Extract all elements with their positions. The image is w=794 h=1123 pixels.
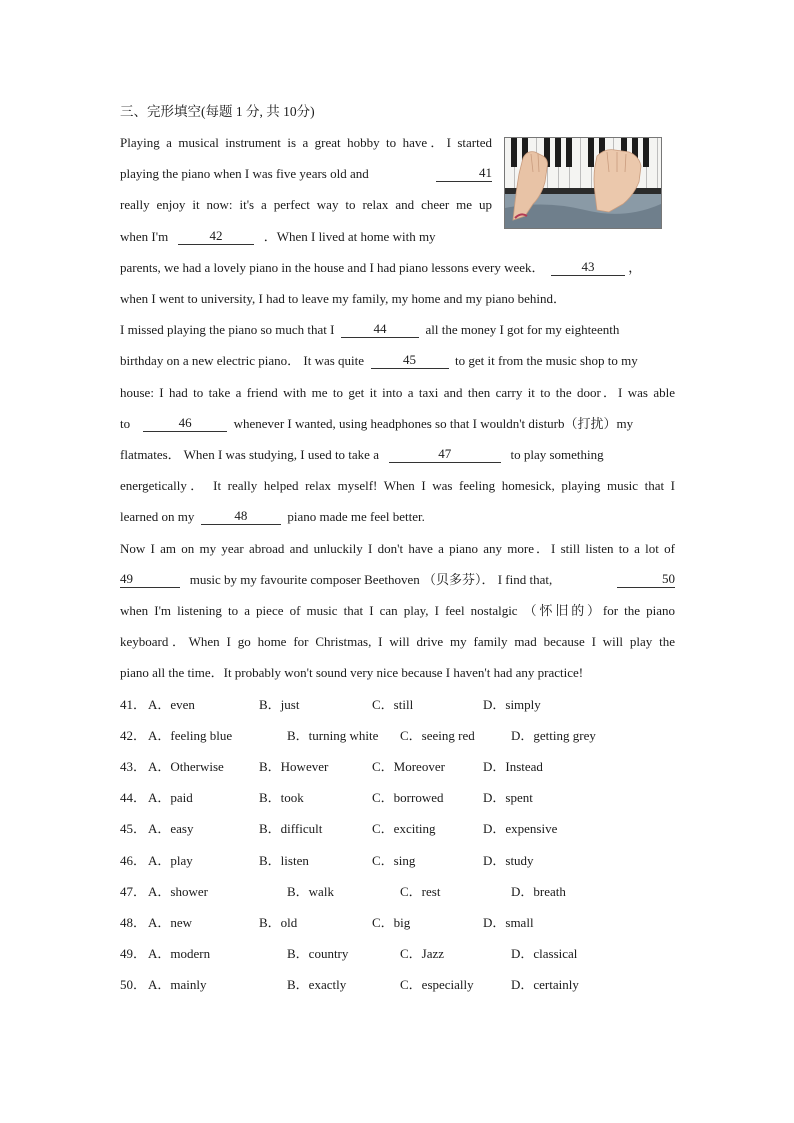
option-d[interactable]: D．small [483,915,534,930]
question-43 [120,757,675,777]
question-50 [120,975,675,995]
option-a[interactable]: A．new [148,915,193,930]
option-a[interactable]: A．even [148,697,195,712]
passage-text: to [120,416,131,431]
question-45 [120,819,675,839]
question-48 [120,913,675,933]
piano-image [505,138,661,228]
option-a[interactable]: A．mainly [148,977,207,992]
passage-line: piano all the time．It probably won't sound very nice because I haven't had any practice! [120,665,584,680]
option-a[interactable]: A．shower [148,884,208,899]
option-b[interactable]: B．took [259,790,304,805]
passage-text: learned on my [120,509,195,524]
blank-45: 45 [371,352,449,369]
option-a[interactable]: A．Otherwise [148,759,224,774]
passage-text: I missed playing the piano so much that I [120,322,335,337]
passage-line [120,258,675,278]
option-a[interactable]: A．paid [148,790,193,805]
option-d[interactable]: D．breath [511,884,566,899]
passage-line: Now I am on my year abroad and unluckily I don't have a piano any more．I still listen to a lot of [120,541,675,556]
option-a[interactable]: A．feeling blue [148,728,233,743]
question-number: 47． [120,884,147,899]
option-a[interactable]: A．play [148,853,193,868]
question-41 [120,695,675,715]
option-b[interactable]: B．listen [259,853,309,868]
passage-text: ， [628,260,642,275]
question-46 [120,851,675,871]
blank-43: 43 [551,259,625,276]
option-d[interactable]: D．simply [483,697,541,712]
option-b[interactable]: B．However [259,759,329,774]
option-c[interactable]: C．especially [400,977,474,992]
option-c[interactable]: C．Jazz [400,946,445,961]
option-b[interactable]: B．old [259,915,298,930]
passage-line [120,445,675,465]
question-number: 44． [120,790,147,805]
option-b[interactable]: B．difficult [259,821,323,836]
passage-text: to play something [510,447,604,462]
option-c[interactable]: C．rest [400,884,441,899]
option-d[interactable]: D．study [483,853,534,868]
passage-line [120,320,675,340]
blank-47: 47 [389,446,501,463]
option-c[interactable]: C．Moreover [372,759,445,774]
option-b[interactable]: B．country [287,946,349,961]
passage-line: when I went to university, I had to leave my family, my home and my piano behind． [120,291,566,306]
passage-text: birthday on a new electric piano． It was quite [120,353,365,368]
question-number: 46． [120,853,147,868]
passage-text: playing the piano when I was five years old and [120,166,369,181]
blank-44: 44 [341,321,419,338]
passage-line: really enjoy it now: it's a perfect way to relax and cheer me up [120,197,492,212]
passage-text: music by my favourite composer Beethoven （贝多芬）． I find that, [189,572,553,587]
option-d[interactable]: D．certainly [511,977,579,992]
passage-line [120,570,675,590]
question-number: 42． [120,728,147,743]
passage-text: to get it from the music shop to my [455,353,638,368]
question-number: 41． [120,697,147,712]
option-b[interactable]: B．just [259,697,300,712]
passage-line [120,227,492,247]
passage-text: flatmates． When I was studying, I used to take a [120,447,379,462]
option-b[interactable]: B．walk [287,884,334,899]
question-number: 50． [120,977,147,992]
option-c[interactable]: C．borrowed [372,790,444,805]
blank-48: 48 [201,508,281,525]
option-c[interactable]: C．seeing red [400,728,475,743]
option-c[interactable]: C．exciting [372,821,436,836]
option-d[interactable]: D．Instead [483,759,543,774]
passage-line [120,507,675,527]
passage-text: when I'm [120,229,169,244]
question-42 [120,726,675,746]
passage-text: ．When I lived at home with my [263,229,436,244]
question-number: 48． [120,915,147,930]
passage-line: house: I had to take a friend with me to get it into a taxi and then carry it to the door．I was able [120,385,675,400]
blank-46: 46 [143,415,227,432]
option-a[interactable]: A．easy [148,821,194,836]
question-number: 43． [120,759,147,774]
question-44 [120,788,675,808]
question-47 [120,882,675,902]
question-number: 49． [120,946,147,961]
section-title: 三、完形填空(每题 1 分, 共 10分) [120,104,315,119]
passage-text: piano made me feel better. [287,509,425,524]
option-d[interactable]: D．classical [511,946,578,961]
option-c[interactable]: C．big [372,915,411,930]
passage-text: whenever I wanted, using headphones so that I wouldn't disturb（打扰）my [233,416,634,431]
passage-line: Playing a musical instrument is a great hobby to have．I started [120,135,492,150]
passage-line: when I'm listening to a piece of music that I can play, I feel nostalgic （怀旧的）for the piano [120,603,675,618]
blank-49: 49 [120,571,180,588]
passage-line: energetically． It really helped relax myself! When I was feeling homesick, playing music that I [120,478,675,493]
option-d[interactable]: D．spent [483,790,533,805]
option-c[interactable]: C．sing [372,853,416,868]
piano-photo [504,137,662,229]
option-c[interactable]: C．still [372,697,414,712]
question-number: 45． [120,821,147,836]
blank-50: 50 [617,571,675,588]
passage-line [120,351,675,371]
option-a[interactable]: A．modern [148,946,211,961]
passage-line [120,414,675,434]
blank-42: 42 [178,228,254,245]
blank-41: 41 [436,165,492,182]
option-b[interactable]: B．exactly [287,977,347,992]
passage-line: keyboard．When I go home for Christmas, I will drive my family mad because I will play the [120,634,675,649]
option-d[interactable]: D．getting grey [511,728,596,743]
option-b[interactable]: B．turning white [287,728,379,743]
passage-text: all the money I got for my eighteenth [425,322,620,337]
passage-line [120,164,492,184]
passage-text: parents, we had a lovely piano in the house and I had piano lessons every week． [120,260,545,275]
question-49 [120,944,675,964]
option-d[interactable]: D．expensive [483,821,558,836]
